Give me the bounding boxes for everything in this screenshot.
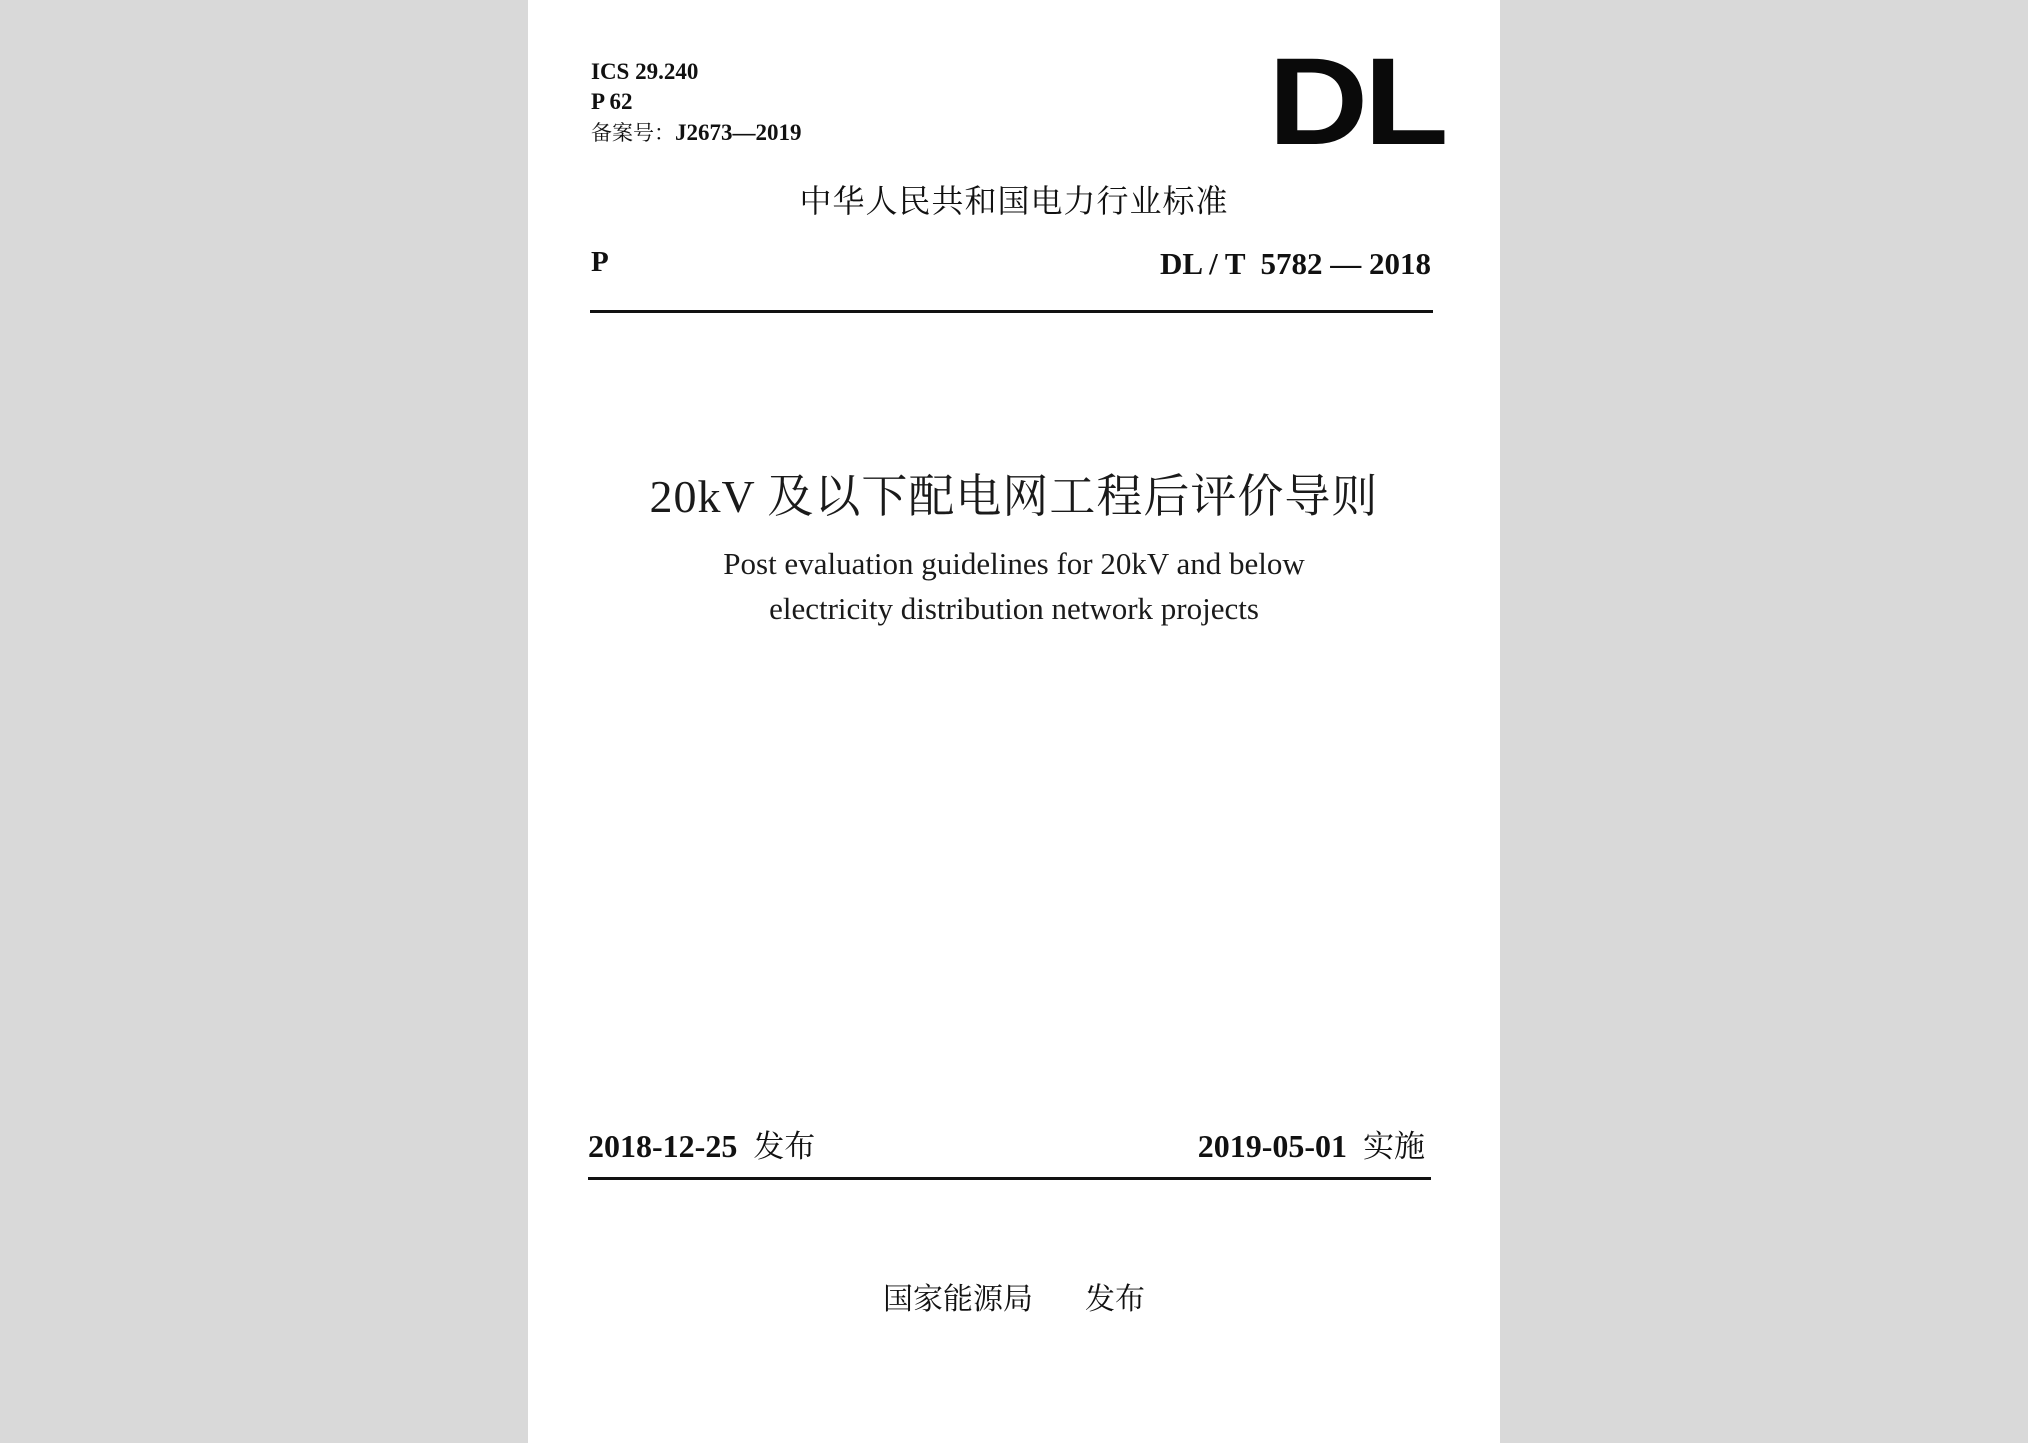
issue-date-row (588, 1121, 815, 1166)
record-number (591, 121, 802, 144)
cover-page (528, 0, 1500, 1443)
footer-divider (588, 1177, 1431, 1180)
dl-logo: DL (1268, 33, 1445, 171)
record-label: 备案号： (591, 121, 675, 145)
classification-code: P 62 (591, 89, 633, 114)
implement-date: 2019-05-01 (1197, 1128, 1347, 1164)
standard-organization: 中华人民共和国电力行业标准 (799, 182, 1229, 220)
implement-date-row (1198, 1121, 1425, 1166)
publisher-line (528, 1274, 1500, 1318)
issue-date: 2018-12-25 (588, 1128, 738, 1164)
issue-label: 发布 (753, 1129, 816, 1165)
header-divider (590, 310, 1433, 313)
standard-number: DL / T 5782 — 2018 (1159, 246, 1431, 281)
title-chinese: 20kV 及以下配电网工程后评价导则 (649, 471, 1379, 522)
publisher-name: 国家能源局 (883, 1282, 1033, 1317)
ics-code: ICS 29.240 (591, 59, 699, 84)
category-letter: P (591, 246, 609, 278)
record-number-value: J2673—2019 (675, 120, 802, 145)
publisher-action: 发布 (1085, 1282, 1145, 1317)
implement-label: 实施 (1363, 1129, 1425, 1165)
title-english-line-2: electricity distribution network projects (769, 591, 1259, 626)
title-english-line-1: Post evaluation guidelines for 20kV and below (723, 546, 1305, 581)
